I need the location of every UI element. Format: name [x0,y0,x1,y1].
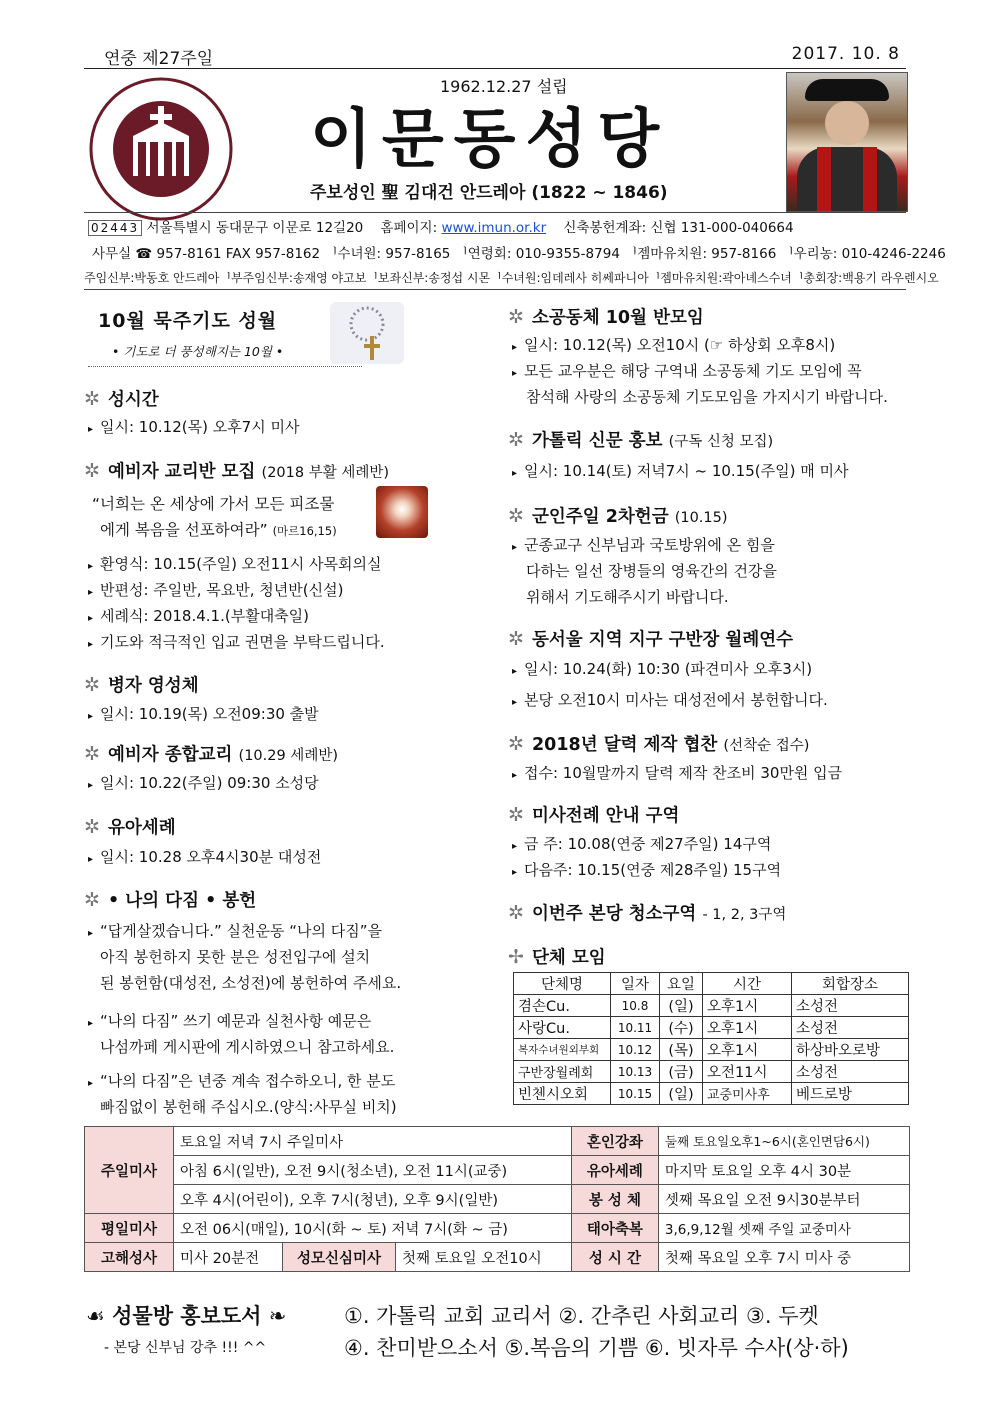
books-line: ④. 찬미받으소서 ⑤.복음의 기쁨 ⑥. 빗자루 수사(상·하) [344,1336,849,1360]
table-row [514,1017,909,1039]
infant-baptism-label: 유아세례 [571,1156,658,1185]
sunday-mass-afternoon: 오후 4시(어린이), 오후 7시(청년), 오후 9시(일반) [174,1185,572,1214]
contact-line-2: 사무실 ☎ 957-8161 FAX 957-8162 ᅵ수녀원: 957-8165 ᅵ연령회: 010-9355-8794 ᅵ젬마유치원: 957-8166 ᅵ우리농: 010-4246-2246 [92,246,946,262]
weekday-mass-value: 오전 06시(매일), 10시(화 ~ 토) 저녁 7시(화 ~ 금) [174,1214,572,1243]
section-catechumen: ✲ 예비자 교리반 모집 (2018 부활 세례반) [84,460,389,482]
table-cell: (목) [660,1039,703,1061]
list-item: ▸ “나의 다짐” 쓰기 예문과 실천사항 예문은 [88,1012,372,1030]
wedding-value: 둘째 토요일오후1~6시(혼인면담6시) [658,1127,909,1156]
bullet-icon: ▸ [88,1078,94,1089]
bullet-icon: ▸ [512,666,518,677]
holy-spirit-dove-image [376,486,428,538]
table-cell: 소성전 [792,1017,909,1039]
bullet-icon: ▸ [512,342,518,353]
parish-seal [88,76,234,222]
bullet-icon: ▸ [88,639,94,650]
star-icon: ✲ [508,902,524,924]
zip-code: 02443 [88,220,142,236]
bullet-icon: ▸ [88,587,94,598]
bullet-icon: ▸ [88,928,94,939]
bullet-icon: ▸ [512,542,518,553]
bullet-icon: ▸ [512,468,518,479]
fetus-blessing-value: 3,6,9,12월 셋째 주일 교중미사 [658,1214,909,1243]
col-header: 시간 [703,973,792,995]
list-item: ▸ 일시: 10.12(목) 오전10시 (☞ 하상회 오후8시) [512,336,836,354]
scripture-quote: 에게 복음을 선포하여라” (마르16,15) [100,521,337,539]
section-group-meetings: ✢ 단체 모임 [508,946,606,968]
section-calendar-sponsor: ✲ 2018년 달력 제작 협찬 (선착순 접수) [508,733,810,755]
bullet-icon: ▸ [88,711,94,722]
star-icon: ✲ [84,889,100,911]
list-item: 다하는 일선 장병들의 영육간의 건강을 [526,562,777,580]
section-small-community: ✲ 소공동체 10월 반모임 [508,306,704,328]
table-cell: (수) [660,1017,703,1039]
list-item: 참석해 사랑의 소공동체 기도모임을 가지시기 바랍니다. [526,388,888,406]
list-item: ▸ 일시: 10.24(화) 10:30 (파견미사 오후3시) [512,660,813,678]
table-row [514,995,909,1017]
divider [84,289,906,290]
issue-date: 2017. 10. 8 [791,44,900,64]
top-bar [84,42,906,69]
section-my-pledge: ✲ • 나의 다짐 • 봉헌 [84,889,257,911]
bullet-icon: ▸ [88,424,94,435]
table-cell: 오후1시 [703,1039,792,1061]
confession-value: 미사 20분전 [174,1243,283,1272]
list-item: 위해서 기도해주시기 바랍니다. [526,588,729,606]
table-row [85,1156,910,1185]
table-cell: 10.12 [611,1039,660,1061]
star-icon: ✲ [508,733,524,755]
list-item: ▸ 일시: 10.19(목) 오전09:30 출발 [88,705,319,723]
table-row [85,1214,910,1243]
communion-value: 셋째 목요일 오전 9시30분부터 [658,1185,909,1214]
homepage-link[interactable]: www.imun.or.kr [441,220,547,236]
table-cell: 교중미사후 [703,1083,792,1105]
list-item: ▸ “답게살겠습니다.” 실천운동 “나의 다짐”을 [88,922,382,940]
table-cell: (일) [660,1083,703,1105]
table-cell: 빈첸시오회 [514,1083,611,1105]
list-item: ▸ 환영식: 10.15(주일) 오전11시 사목회의실 [88,555,382,573]
month-subtitle: • 기도로 더 풍성해지는 10월 • [112,344,284,359]
staff-line: 주임신부:박동호 안드레아ᅵ부주임신부:송재영 야고보ᅵ보좌신부:송정섭 시몬ᅵ수녀원:임데레사 히쎄파니아ᅵ젬마유치원:곽아녜스수녀ᅵ총회장:백용기 라우렌시오 [84,271,939,285]
rosary-icon [330,302,404,364]
col-header: 요일 [660,973,703,995]
table-cell: 베드로방 [792,1083,909,1105]
list-item: 나섬까페 게시판에 게시하였으니 참고하세요. [100,1038,395,1056]
cross-star-icon: ✢ [508,946,524,968]
table-cell: (일) [660,995,703,1017]
section-military-sunday: ✲ 군인주일 2차헌금 (10.15) [508,505,728,527]
list-item: 빠짐없이 봉헌해 주십시오.(양식:사무실 비치) [100,1098,397,1116]
star-icon: ✲ [508,306,524,328]
col-header: 회합장소 [792,973,909,995]
bullet-icon: ▸ [512,841,518,852]
table-row [85,1185,910,1214]
star-icon: ✲ [84,460,100,482]
table-row [514,1039,909,1061]
table-cell: (금) [660,1061,703,1083]
weekday-mass-label: 평일미사 [85,1214,174,1243]
books-title: ☙ 성물방 홍보도서 ❧ [86,1304,287,1328]
star-icon: ✲ [508,628,524,650]
books-line: ①. 가톨릭 교회 교리서 ②. 간추린 사회교리 ③. 두켓 [344,1304,819,1328]
books-list [344,1300,849,1364]
parish-title: 이문동성당 [310,103,670,177]
bullet-icon: ▸ [512,770,518,781]
star-icon: ✲ [84,743,100,765]
marian-mass-label: 성모신심미사 [283,1243,396,1272]
bullet-icon: ▸ [88,613,94,624]
bullet-icon: ▸ [88,561,94,572]
holy-hour-value: 첫째 목요일 오후 7시 미사 중 [658,1243,909,1272]
list-item: ▸ “나의 다짐”은 년중 계속 접수하오니, 한 분도 [88,1072,396,1090]
table-cell: 10.8 [611,995,660,1017]
list-item: ▸ 일시: 10.12(목) 오후7시 미사 [88,418,300,436]
list-item: ▸ 세례식: 2018.4.1.(부활대축일) [88,607,310,625]
table-cell: 오후1시 [703,1017,792,1039]
section-catholic-newspaper: ✲ 가톨릭 신문 홍보 (구독 신청 모집) [508,429,774,451]
list-item: 된 봉헌함(대성전, 소성전)에 봉헌하여 주세요. [100,974,402,992]
sunday-mass-saturday: 토요일 저녁 7시 주일미사 [174,1127,572,1156]
month-title: 10월 묵주기도 성월 [98,310,278,332]
table-cell: 겸손Cu. [514,995,611,1017]
table-cell: 10.13 [611,1061,660,1083]
contact-line-1 [88,216,794,236]
list-item: ▸ 모든 교우분은 해당 구역내 소공동체 기도 모임에 꼭 [512,362,862,380]
group-meetings-table [513,972,909,1105]
table-row [85,1243,910,1272]
table-row [514,1083,909,1105]
bullet-icon: ▸ [512,867,518,878]
section-infant-baptism: ✲ 유아세례 [84,816,176,838]
books-subtitle: - 본당 신부님 강추 !!! ^^ [104,1340,267,1356]
star-icon: ✲ [84,388,100,410]
col-header: 일자 [611,973,660,995]
list-item: ▸ 군종교구 신부님과 국토방위에 온 힘을 [512,536,775,554]
star-icon: ✲ [508,505,524,527]
list-item: 아직 봉헌하지 못한 분은 성전입구에 설치 [100,948,371,966]
sunday-mass-label: 주일미사 [85,1127,174,1214]
section-holy-hour: ✲ 성시간 [84,388,159,410]
wedding-label: 혼인강좌 [571,1127,658,1156]
bullet-icon: ▸ [88,780,94,791]
table-row [85,1127,910,1156]
list-item: ▸ 반편성: 주일반, 목요반, 청년반(신설) [88,581,344,599]
bullet-icon: ▸ [88,1018,94,1029]
star-icon: ✲ [84,674,100,696]
fetus-blessing-label: 태아축복 [571,1214,658,1243]
table-row [514,1061,909,1083]
col-header: 단체명 [514,973,611,995]
star-icon: ✲ [84,816,100,838]
bullet-icon: ▸ [88,854,94,865]
patron-portrait [786,72,908,212]
table-header-row [514,973,909,995]
list-item: ▸ 다음주: 10.15(연중 제28주일) 15구역 [512,861,782,879]
address: 서울특별시 동대문구 이문로 12길20 [146,220,364,236]
star-icon: ✲ [508,804,524,826]
divider [84,212,906,213]
patron-saint: 주보성인 聖 김대건 안드레아 (1822 ~ 1846) [310,183,668,203]
section-sick-communion: ✲ 병자 영성체 [84,674,199,696]
list-item: ▸ 금 주: 10.08(연중 제27주일) 14구역 [512,835,772,853]
list-item: ▸ 접수: 10월말까지 달력 제작 찬조비 30만원 입금 [512,764,843,782]
section-district-training: ✲ 동서울 지역 지구 구반장 월례연수 [508,628,794,650]
table-cell: 10.15 [611,1083,660,1105]
list-item: ▸ 기도와 적극적인 입교 권면을 부탁드립니다. [88,633,385,651]
communion-label: 봉 성 체 [571,1185,658,1214]
sunday-mass-morning: 아침 6시(일반), 오전 9시(청소년), 오전 11시(교중) [174,1156,572,1185]
scripture-quote: “너희는 온 세상에 가서 모든 피조물 [92,495,335,513]
table-cell: 오전11시 [703,1061,792,1083]
table-cell: 하상바오로방 [792,1039,909,1061]
table-cell: 소성전 [792,995,909,1017]
bullet-icon: ▸ [512,697,518,708]
table-cell: 사랑Cu. [514,1017,611,1039]
star-icon: ✲ [508,429,524,451]
list-item: ▸ 본당 오전10시 미사는 대성전에서 봉헌합니다. [512,691,828,709]
confession-label: 고해성사 [85,1243,174,1272]
table-cell: 구반장월례회 [514,1061,611,1083]
table-cell: 소성전 [792,1061,909,1083]
bullet-icon: ▸ [512,368,518,379]
table-cell: 복자수녀원외부회 [514,1039,611,1061]
list-item: ▸ 일시: 10.14(토) 저녁7시 ~ 10.15(주일) 매 미사 [512,462,849,480]
section-cleaning-zone: ✲ 이번주 본당 청소구역 - 1, 2, 3구역 [508,902,787,924]
marian-mass-value: 첫째 토요일 오전10시 [396,1243,572,1272]
week-label: 연중 제27주일 [104,49,214,69]
mass-schedule-table [84,1126,910,1272]
list-item: ▸ 일시: 10.22(주일) 09:30 소성당 [88,774,319,792]
list-item: ▸ 일시: 10.28 오후4시30분 대성전 [88,848,322,866]
holy-hour-label: 성 시 간 [571,1243,658,1272]
account-info: 신축봉헌계좌: 신협 131-000-040664 [563,220,794,236]
homepage-label: 홈페이지: [380,220,438,236]
infant-baptism-value: 마지막 토요일 오후 4시 30분 [658,1156,909,1185]
founded-date: 1962.12.27 설립 [440,77,568,96]
table-cell: 10.11 [611,1017,660,1039]
table-cell: 오후1시 [703,995,792,1017]
section-liturgy-zone: ✲ 미사전례 안내 구역 [508,804,680,826]
dotted-divider [88,366,362,367]
section-general-catechism: ✲ 예비자 종합교리 (10.29 세례반) [84,743,338,765]
